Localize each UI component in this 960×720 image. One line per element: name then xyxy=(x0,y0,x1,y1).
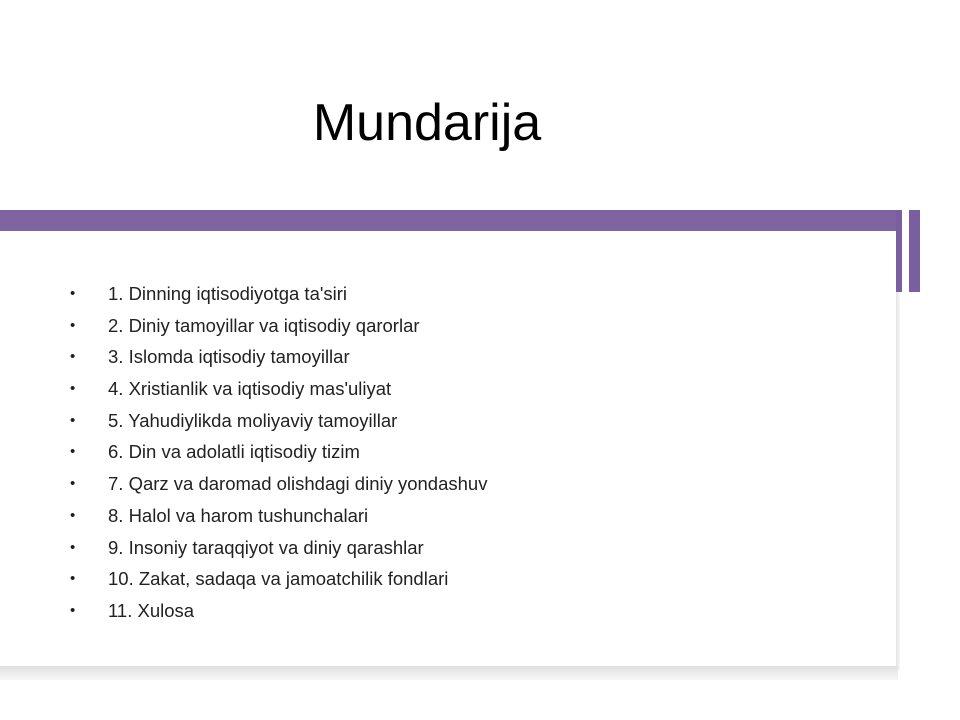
list-item-text: 4. Xristianlik va iqtisodiy mas'uliyat xyxy=(108,378,392,400)
contents-list xyxy=(70,282,487,631)
list-item-text: 5. Yahudiylikda moliyaviy tamoyillar xyxy=(108,409,398,431)
list-item-text: 11. Xulosa xyxy=(108,599,195,621)
bullet-icon: • xyxy=(70,506,76,524)
list-item-text: 8. Halol va harom tushunchalari xyxy=(108,504,369,526)
list-item-text: 2. Diniy tamoyillar va iqtisodiy qarorlar xyxy=(108,314,420,336)
list-item xyxy=(70,504,487,536)
slide-title: Mundarija xyxy=(312,94,542,152)
list-item xyxy=(70,472,487,504)
content-shadow-right xyxy=(896,292,900,670)
content-shadow-bottom xyxy=(0,666,898,680)
list-item xyxy=(70,536,487,568)
list-item xyxy=(70,282,487,314)
bullet-icon: • xyxy=(70,475,76,493)
list-item-text: 3. Islomda iqtisodiy tamoyillar xyxy=(108,346,350,368)
bullet-icon: • xyxy=(70,316,76,334)
list-item-text: 1. Dinning iqtisodiyotga ta'siri xyxy=(108,283,348,304)
list-item xyxy=(70,314,487,346)
list-item xyxy=(70,409,487,441)
list-item-text: 6. Din va adolatli iqtisodiy tizim xyxy=(108,441,360,463)
bullet-icon: • xyxy=(70,601,76,619)
list-item xyxy=(70,567,487,599)
list-item xyxy=(70,377,487,409)
list-item-text: 9. Insoniy taraqqiyot va diniy qarashlar xyxy=(108,536,424,558)
bullet-icon: • xyxy=(70,443,76,461)
bullet-icon: • xyxy=(70,348,76,366)
list-item xyxy=(70,599,487,631)
bullet-icon: • xyxy=(70,285,76,302)
accent-bar-vertical-outer xyxy=(909,210,920,292)
accent-bar-vertical xyxy=(896,210,902,292)
list-item-text: 7. Qarz va daromad olishdagi diniy yondashuv xyxy=(108,473,488,495)
bullet-icon: • xyxy=(70,411,76,429)
list-item xyxy=(70,345,487,377)
bullet-icon: • xyxy=(70,570,76,588)
accent-bar-horizontal xyxy=(0,210,898,231)
list-item xyxy=(70,440,487,472)
list-item-text: 10. Zakat, sadaqa va jamoatchilik fondlari xyxy=(108,568,449,590)
bullet-icon: • xyxy=(70,380,76,398)
bullet-icon: • xyxy=(70,538,76,556)
